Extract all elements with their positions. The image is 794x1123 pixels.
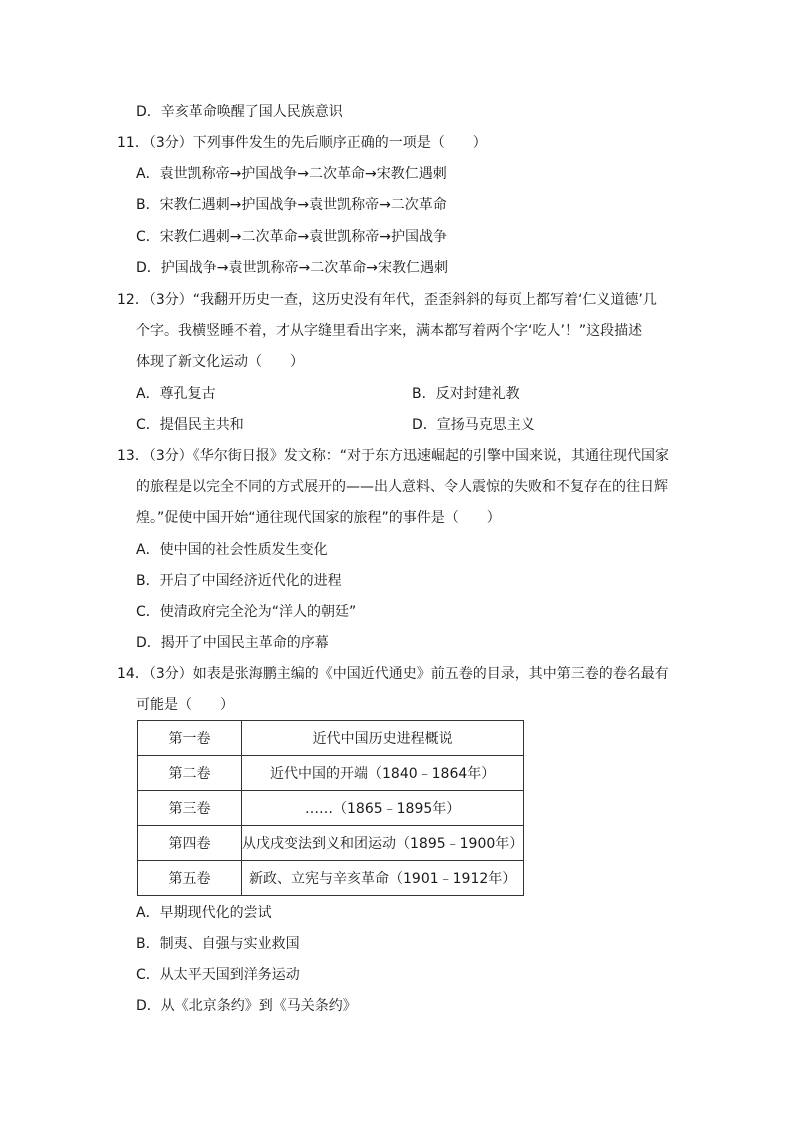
q11-option-b: B．宋教仁遇刺→护国战争→袁世凯称帝→二次革命: [136, 197, 447, 213]
q14-option-d: D．从《北京条约》到《马关条约》: [136, 998, 357, 1014]
q11-option-a: A．袁世凯称帝→护国战争→二次革命→宋教仁遇刺: [136, 166, 447, 182]
q13-stem-line1: 13．（3分）《华尔街日报》发文称：“对于东方迅速崛起的引擎中国来说，其通往现代国家: [117, 448, 669, 464]
q13-option-b: B．开启了中国经济近代化的进程: [136, 573, 342, 589]
q11-option-d: D．护国战争→袁世凯称帝→二次革命→宋教仁遇刺: [136, 260, 448, 276]
table-row: [138, 826, 524, 861]
table-row: [138, 861, 524, 896]
table-row: [138, 721, 524, 756]
q12-option-c: C．提倡民主共和: [136, 417, 244, 433]
table-row: [138, 791, 524, 826]
q12-stem-line3: 体现了新文化运动（ ）: [136, 354, 304, 370]
volume-cell: 第四卷: [138, 826, 242, 861]
q11-option-c: C．宋教仁遇刺→二次革命→袁世凯称帝→护国战争: [136, 229, 447, 245]
volume-cell: 第一卷: [138, 721, 242, 756]
q12-stem-line2: 个字。我横竖睡不着，才从字缝里看出字来，满本都写着两个字‘吃人’！”这段描述: [136, 323, 643, 339]
q10-option-d: D．辛亥革命唤醒了国人民族意识: [136, 104, 343, 120]
title-cell: 从戊戌变法到义和团运动（1895﹣1900年）: [242, 826, 524, 861]
volume-cell: 第五卷: [138, 861, 242, 896]
q12-option-d: D．宣扬马克思主义: [412, 417, 535, 433]
q13-stem-line2: 的旅程是以完全不同的方式展开的——出人意料、令人震惊的失败和不复存在的往日辉: [136, 479, 668, 495]
title-cell: 近代中国历史进程概说: [242, 721, 524, 756]
q12-option-a: A．尊孔复古: [136, 386, 216, 402]
q12-option-b: B．反对封建礼教: [412, 386, 520, 402]
q14-stem-line1: 14．（3分）如表是张海鹏主编的《中国近代通史》前五卷的目录，其中第三卷的卷名最有: [117, 666, 669, 682]
title-cell: 近代中国的开端（1840﹣1864年）: [242, 756, 524, 791]
q12-stem-line1: 12．（3分）“我翻开历史一查，这历史没有年代，歪歪斜斜的每页上都写着‘仁义道德’几: [117, 292, 657, 308]
title-cell: 新政、立宪与辛亥革命（1901﹣1912年）: [242, 861, 524, 896]
q14-option-c: C．从太平天国到洋务运动: [136, 967, 300, 983]
q13-option-d: D．揭开了中国民主革命的序幕: [136, 635, 329, 651]
volume-cell: 第二卷: [138, 756, 242, 791]
title-cell: ……（1865﹣1895年）: [242, 791, 524, 826]
q11-stem: 11．（3分）下列事件发生的先后顺序正确的一项是（ ）: [117, 135, 487, 151]
q14-option-b: B．制夷、自强与实业救国: [136, 936, 300, 952]
q13-option-c: C．使清政府完全沦为“洋人的朝廷”: [136, 604, 357, 620]
q13-stem-line3: 煌。”促使中国开始“通往现代国家的旅程”的事件是（ ）: [136, 510, 501, 526]
q13-option-a: A．使中国的社会性质发生变化: [136, 542, 328, 558]
q14-contents-table: [137, 720, 524, 896]
q14-stem-line2: 可能是（ ）: [136, 697, 234, 713]
table-row: [138, 756, 524, 791]
q14-option-a: A．早期现代化的尝试: [136, 905, 272, 921]
volume-cell: 第三卷: [138, 791, 242, 826]
